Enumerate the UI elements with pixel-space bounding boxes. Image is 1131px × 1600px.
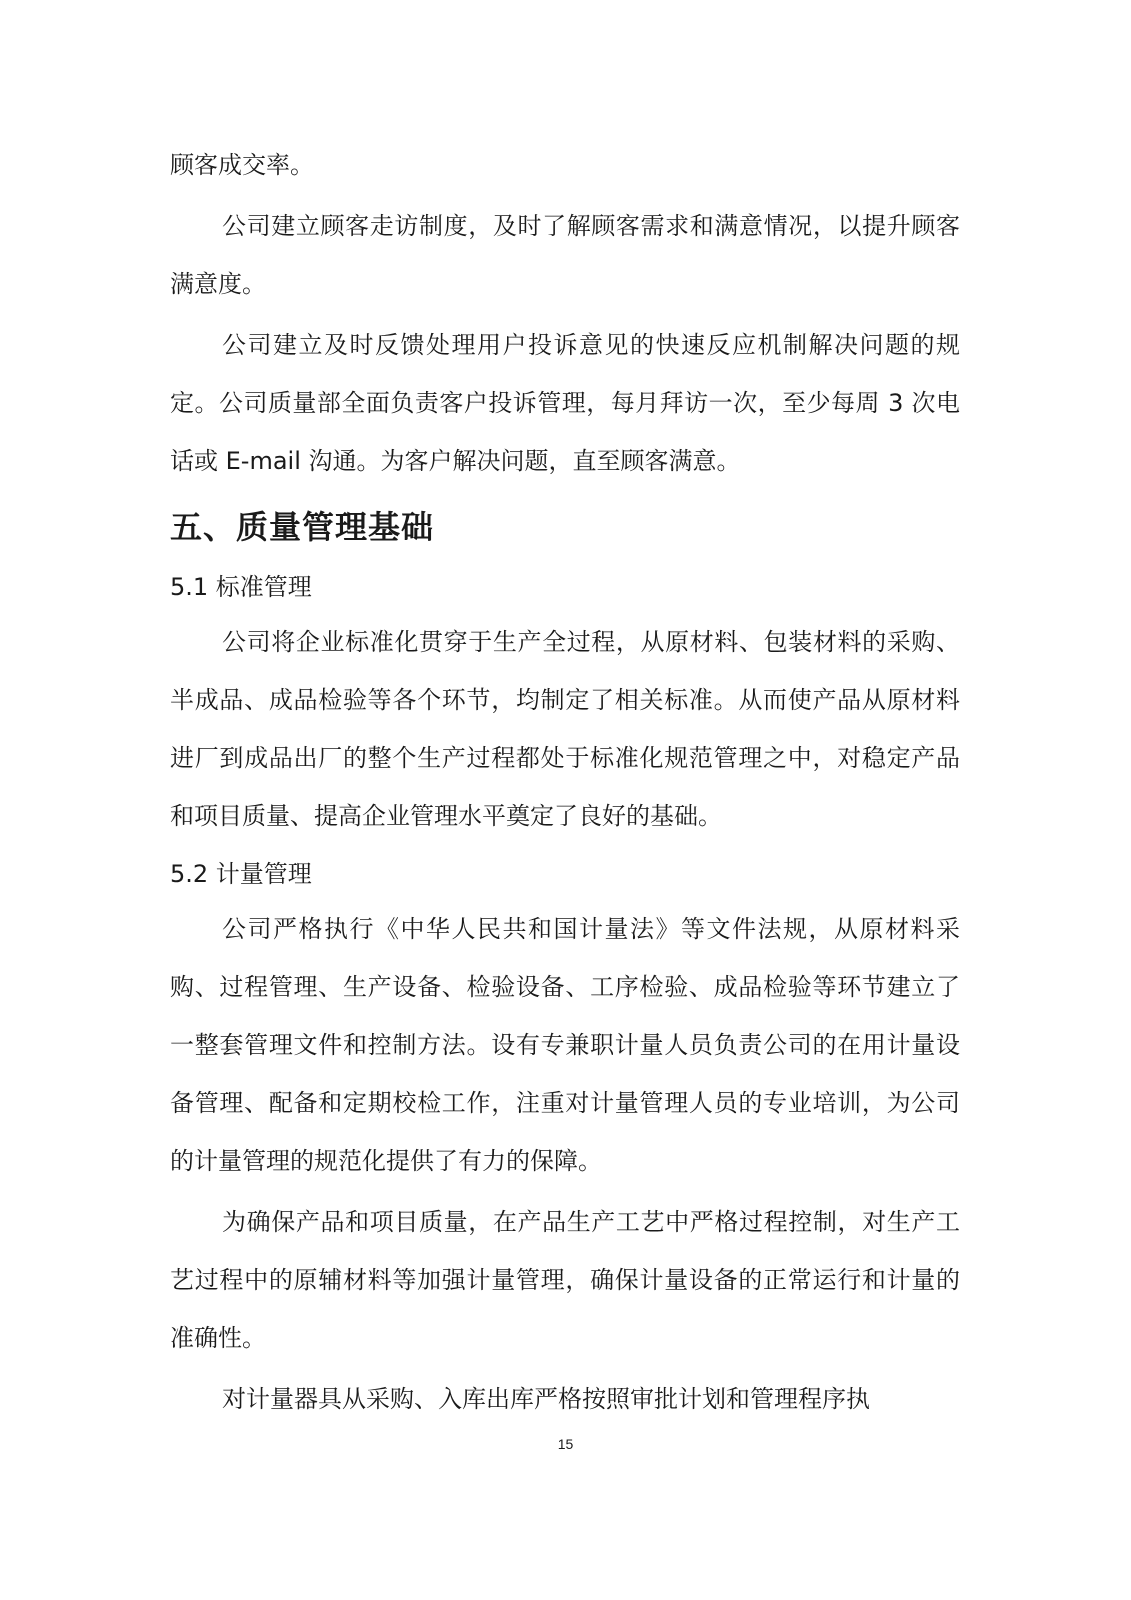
- paragraph: 对计量器具从采购、入库出库严格按照审批计划和管理程序执: [222, 1385, 870, 1413]
- paragraph: 顾客成交率。: [170, 151, 314, 179]
- paragraph: 公司将企业标准化贯穿于生产全过程，从原材料、包装材料的采购、半成品、成品检验等各个环节，均制定了相关标准。从而使产品从原材料进厂到成品出厂的整个生产过程都处于标准化规范管理之中，对稳定产品和项目质量、提高企业管理水平奠定了良好的基础。: [170, 628, 960, 830]
- paragraph: 公司建立及时反馈处理用户投诉意见的快速反应机制解决问题的规定。公司质量部全面负责客户投诉管理，每月拜访一次，至少每周 3 次电话或 E-mail 沟通。为客户解决问题，直至顾客满意。: [170, 331, 960, 475]
- subsection-heading: 5.2 计量管理: [170, 860, 312, 888]
- page-number: 15: [557, 1436, 574, 1452]
- paragraph: 为确保产品和项目质量，在产品生产工艺中严格过程控制，对生产工艺过程中的原辅材料等加强计量管理，确保计量设备的正常运行和计量的准确性。: [170, 1208, 960, 1352]
- section-heading: 五、质量管理基础: [170, 508, 435, 546]
- page-content: [170, 136, 960, 1431]
- paragraph: 公司建立顾客走访制度，及时了解顾客需求和满意情况，以提升顾客满意度。: [170, 212, 960, 298]
- subsection-heading: 5.1 标准管理: [170, 573, 312, 601]
- paragraph: 公司严格执行《中华人民共和国计量法》等文件法规，从原材料采购、过程管理、生产设备、检验设备、工序检验、成品检验等环节建立了一整套管理文件和控制方法。设有专兼职计量人员负责公司的在用计量设备管理、配备和定期校检工作，注重对计量管理人员的专业培训，为公司的计量管理的规范化提供了有力的保障。: [170, 915, 960, 1175]
